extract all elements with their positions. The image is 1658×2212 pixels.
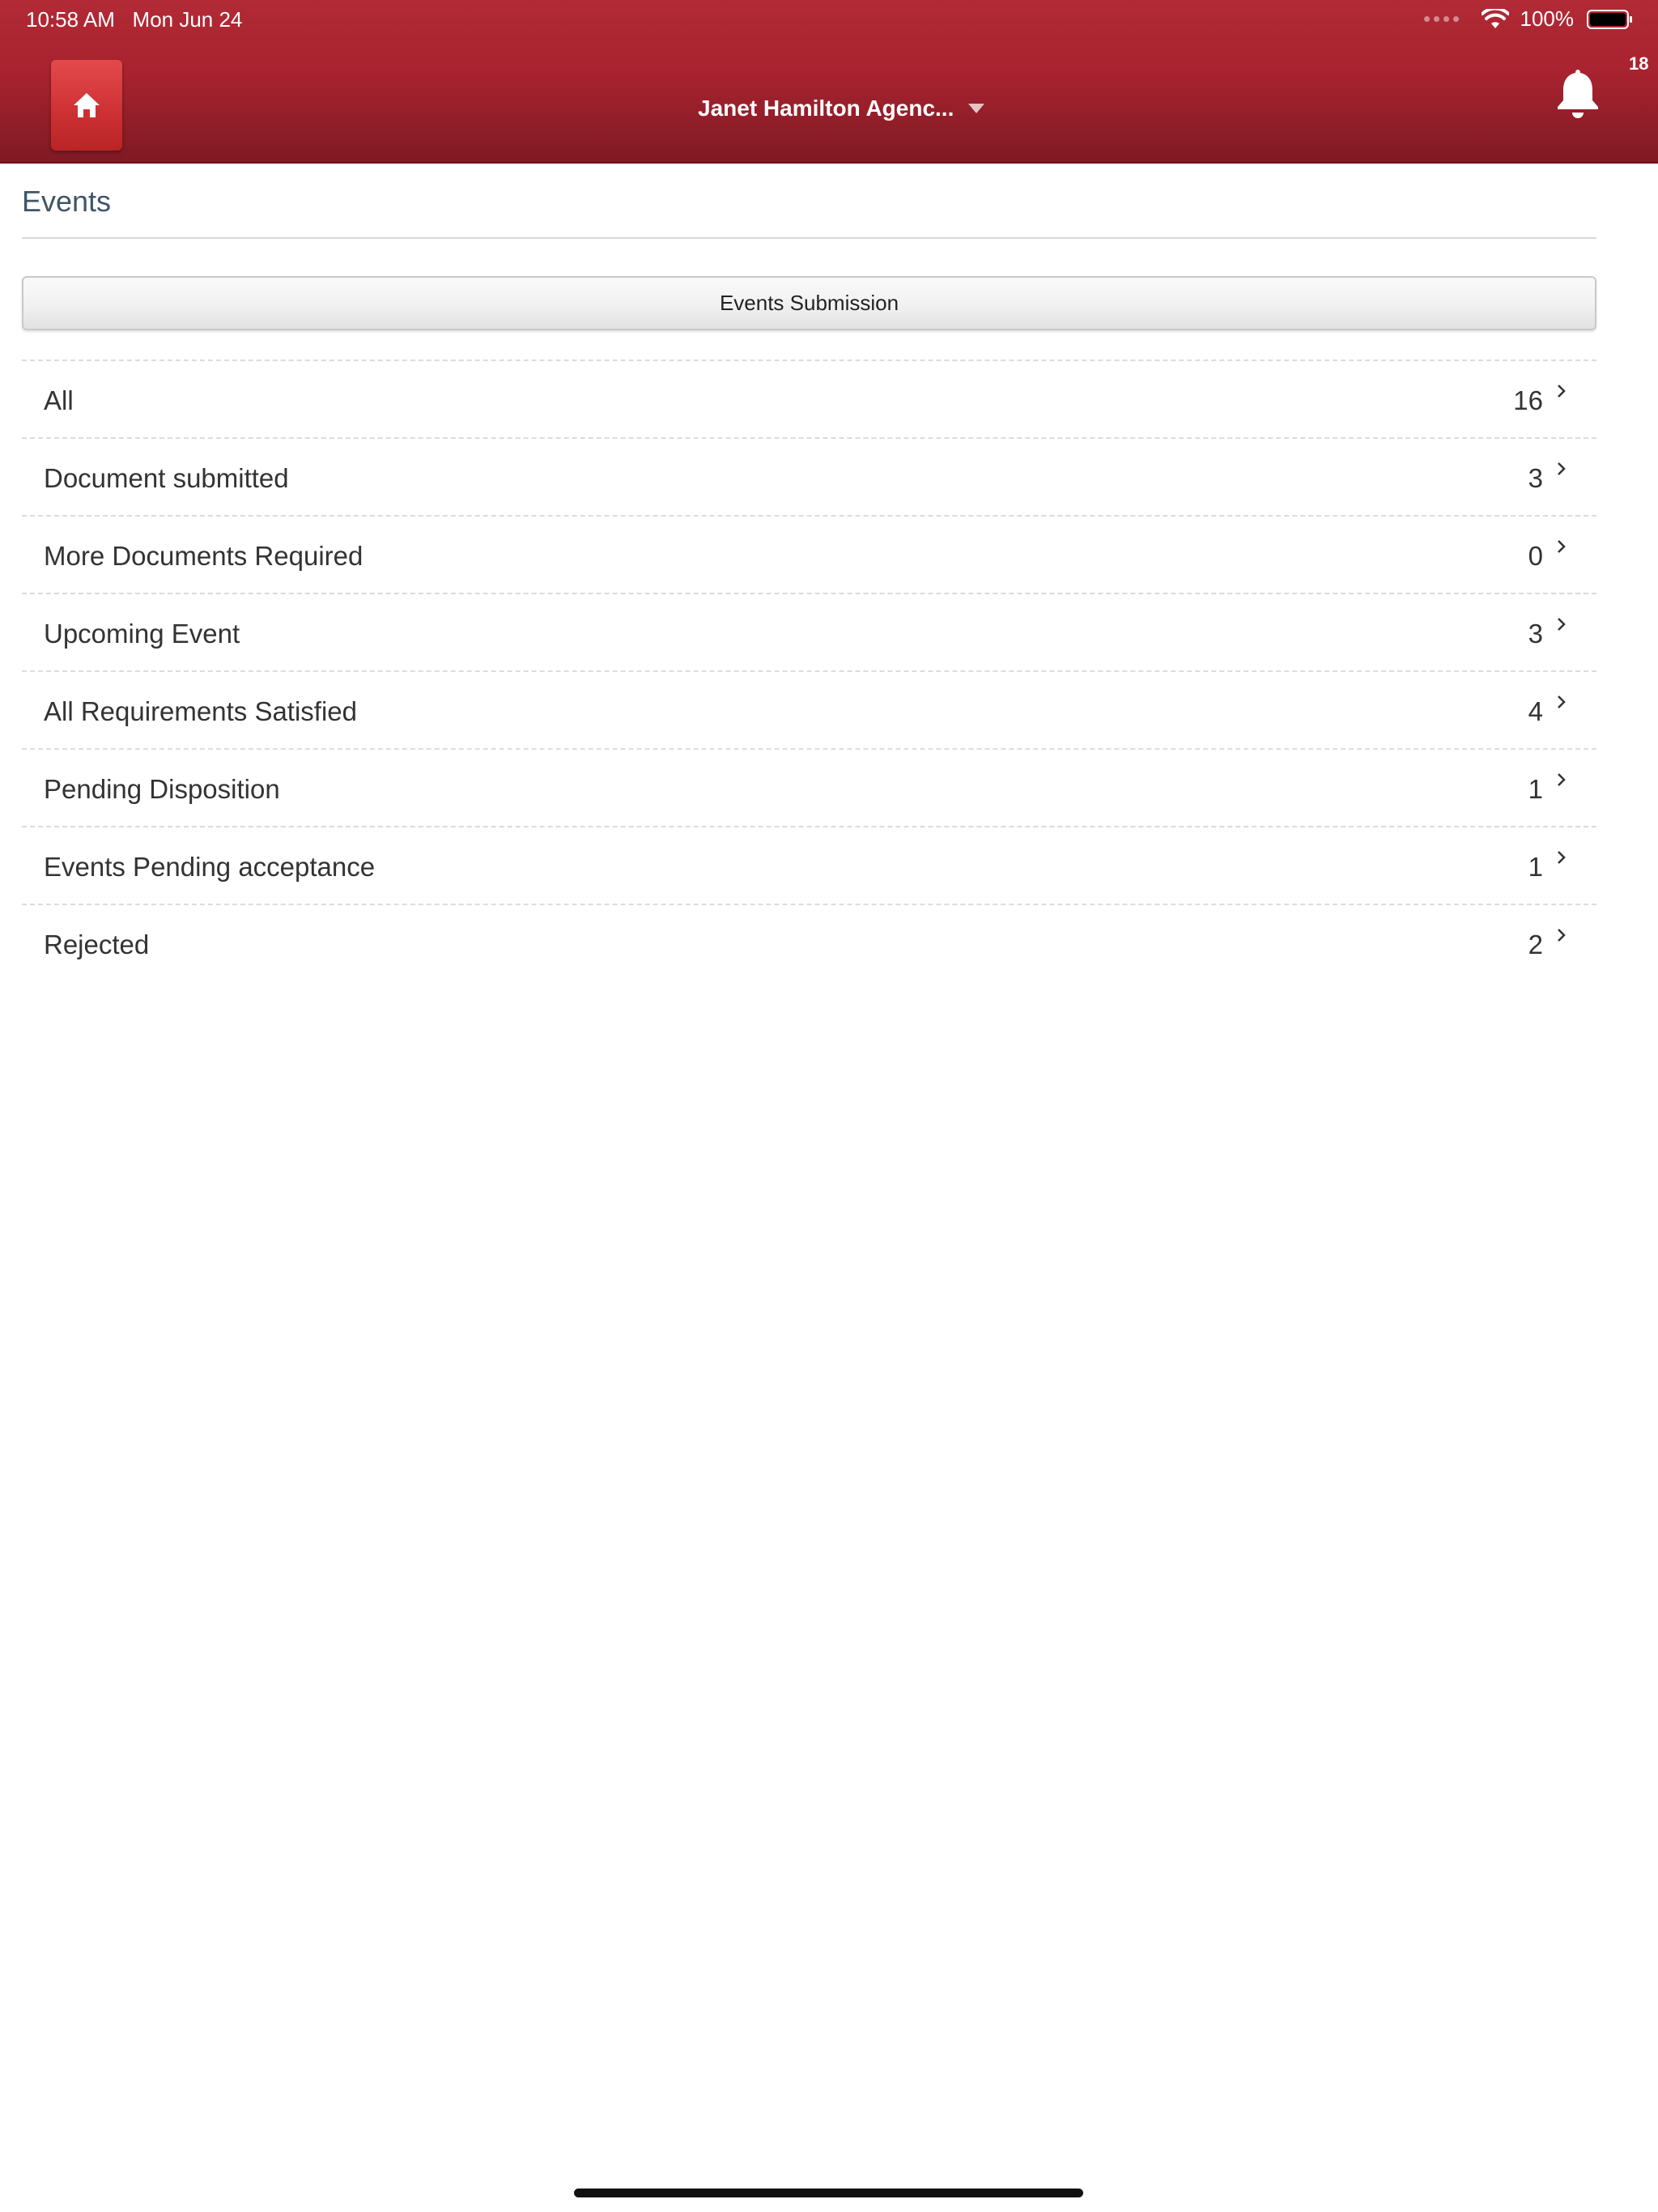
title-divider bbox=[22, 237, 1596, 239]
chevron-right-icon bbox=[1556, 693, 1567, 711]
event-label: Document submitted bbox=[44, 463, 289, 493]
wifi-icon bbox=[1482, 9, 1509, 30]
event-count: 4 bbox=[1528, 696, 1543, 726]
chevron-right-icon bbox=[1556, 460, 1567, 478]
event-count: 2 bbox=[1528, 929, 1543, 959]
event-count: 16 bbox=[1513, 385, 1543, 415]
event-count: 1 bbox=[1528, 852, 1543, 882]
battery-percentage: 100% bbox=[1520, 6, 1574, 31]
event-count: 1 bbox=[1528, 774, 1543, 804]
app-header bbox=[0, 0, 1658, 164]
home-button[interactable] bbox=[51, 60, 122, 151]
chevron-right-icon bbox=[1556, 771, 1567, 789]
event-row-all[interactable] bbox=[22, 361, 1596, 439]
chevron-right-icon bbox=[1556, 615, 1567, 633]
status-bar bbox=[0, 0, 1658, 39]
notification-badge[interactable]: 18 bbox=[1629, 53, 1649, 74]
chevron-right-icon bbox=[1556, 538, 1567, 555]
status-time bbox=[26, 7, 242, 32]
event-count: 3 bbox=[1528, 463, 1543, 493]
event-count: 0 bbox=[1528, 541, 1543, 571]
event-row-pending-disposition[interactable] bbox=[22, 750, 1596, 827]
event-label: Events Pending acceptance bbox=[44, 852, 376, 882]
event-row-upcoming-event[interactable] bbox=[22, 594, 1596, 672]
status-clock: 10:58 AM bbox=[26, 7, 115, 32]
event-status-list bbox=[22, 359, 1596, 983]
event-row-more-documents-required[interactable] bbox=[22, 517, 1596, 594]
event-count: 3 bbox=[1528, 619, 1543, 649]
event-label: All Requirements Satisfied bbox=[44, 696, 358, 726]
event-row-document-submitted[interactable] bbox=[22, 439, 1596, 517]
chevron-right-icon bbox=[1556, 382, 1567, 400]
home-indicator[interactable] bbox=[574, 2189, 1083, 2197]
events-submission-button[interactable]: Events Submission bbox=[22, 276, 1596, 330]
event-label: Rejected bbox=[44, 929, 150, 959]
notifications-button[interactable] bbox=[1553, 66, 1603, 120]
event-label: Upcoming Event bbox=[44, 619, 240, 649]
chevron-down-icon bbox=[968, 104, 984, 113]
page-title: Events bbox=[22, 185, 112, 218]
event-row-all-requirements-satisfied[interactable] bbox=[22, 672, 1596, 750]
chevron-right-icon bbox=[1556, 926, 1567, 944]
status-indicators bbox=[1424, 6, 1635, 32]
battery-icon bbox=[1587, 9, 1634, 30]
agency-name: Janet Hamilton Agenc... bbox=[698, 96, 954, 121]
event-row-events-pending-acceptance[interactable] bbox=[22, 827, 1596, 905]
home-icon bbox=[72, 91, 101, 119]
event-label: More Documents Required bbox=[44, 541, 363, 571]
bell-icon bbox=[1553, 66, 1603, 120]
event-row-rejected[interactable] bbox=[22, 905, 1596, 983]
status-date: Mon Jun 24 bbox=[132, 7, 243, 32]
event-label: Pending Disposition bbox=[44, 774, 280, 804]
chevron-right-icon bbox=[1556, 849, 1567, 866]
cellular-signal-icon bbox=[1424, 16, 1459, 22]
event-label: All bbox=[44, 385, 74, 415]
agency-selector[interactable] bbox=[698, 92, 984, 125]
